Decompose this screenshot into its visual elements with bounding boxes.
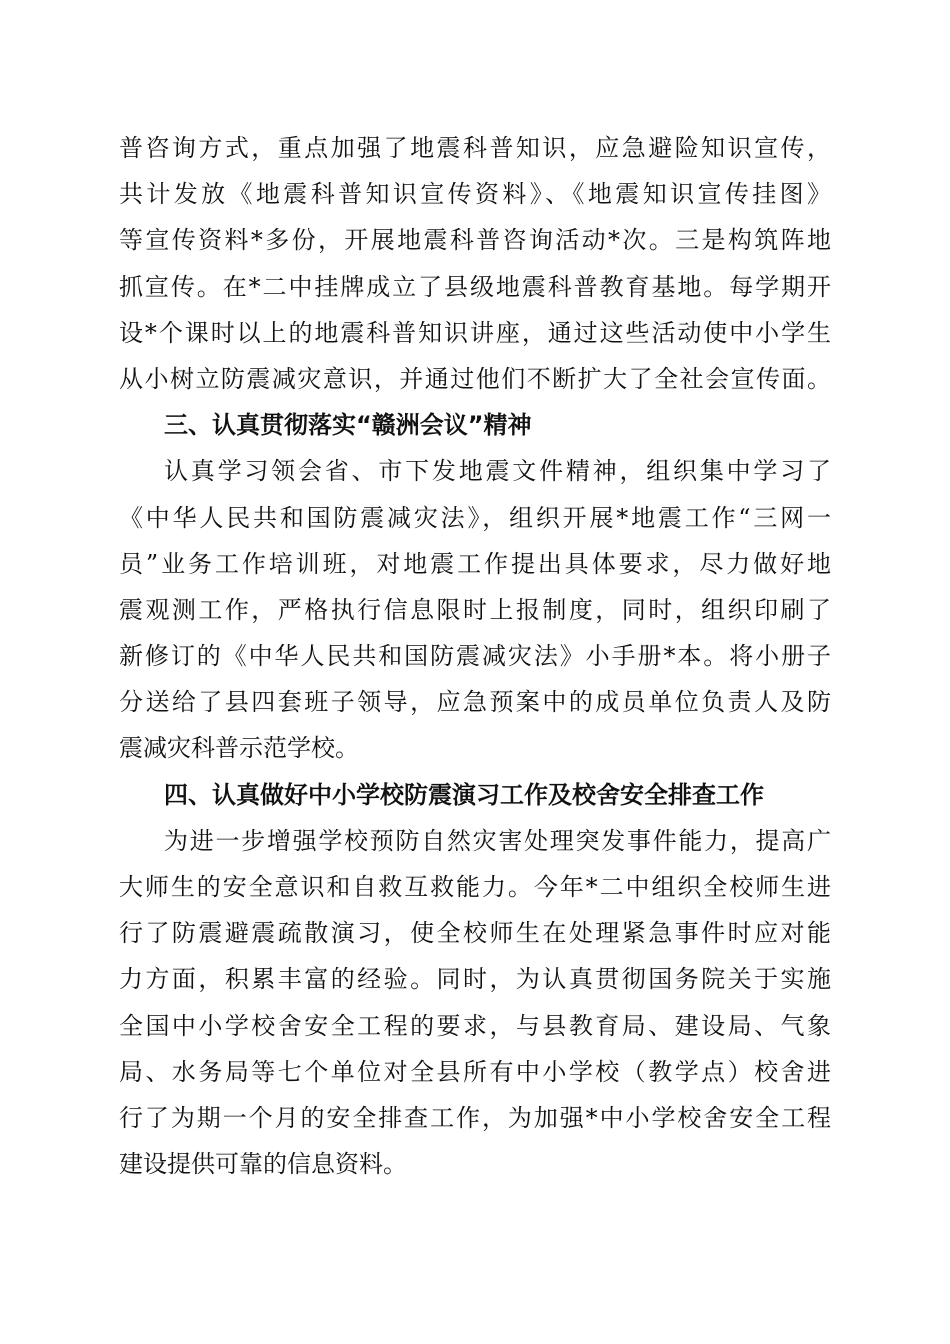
text-line: 抓宣传。在*二中挂牌成立了县级地震科普教育基地。每学期开 <box>119 272 831 301</box>
text-line: 认真学习领会省、市下发地震文件精神，组织集中学习了 <box>164 457 831 486</box>
document-body <box>119 125 831 1187</box>
text-line: 行了防震避震疏散演习，使全校师生在处理紧急事件时应对能 <box>119 919 831 948</box>
text-line: 共计发放《地震科普知识宣传资料》、《地震知识宣传挂图》 <box>119 180 831 209</box>
text-line: 震观测工作，严格执行信息限时上报制度，同时，组织印刷了 <box>119 595 831 624</box>
text-line: 为进一步增强学校预防自然灾害处理突发事件能力，提高广 <box>164 826 831 855</box>
text-line: 新修订的《中华人民共和国防震减灾法》小手册*本。将小册子 <box>119 642 831 671</box>
text-line: 震减灾科普示范学校。 <box>119 734 359 763</box>
paragraph-school-drills <box>119 818 831 1188</box>
text-line: 普咨询方式，重点加强了地震科普知识，应急避险知识宣传， <box>119 134 831 162</box>
text-line: 行了为期一个月的安全排查工作，为加强*中小学校舍安全工程 <box>119 1103 831 1132</box>
text-line: 从小树立防震减灾意识，并通过他们不断扩大了全社会宣传面。 <box>119 364 831 393</box>
section-heading-4: 四、认真做好中小学校防震演习工作及校舍安全排查工作 <box>164 780 764 809</box>
paragraph-publicity <box>119 125 831 402</box>
text-line: 等宣传资料*多份，开展地震科普咨询活动*次。三是构筑阵地 <box>119 226 831 255</box>
text-line: 局、水务局等七个单位对全县所有中小学校（教学点）校舍进 <box>119 1057 831 1086</box>
text-line: 《中华人民共和国防震减灾法》，组织开展*地震工作“三网一 <box>119 503 831 532</box>
text-line: 分送给了县四套班子领导，应急预案中的成员单位负责人及防 <box>119 688 831 717</box>
text-line: 力方面，积累丰富的经验。同时，为认真贯彻国务院关于实施 <box>119 965 831 994</box>
text-line: 设*个课时以上的地震科普知识讲座，通过这些活动使中小学生 <box>119 318 831 347</box>
text-line: 建设提供可靠的信息资料。 <box>119 1150 407 1179</box>
paragraph-ganzhou-meeting <box>119 448 831 771</box>
text-line: 员”业务工作培训班，对地震工作提出具体要求，尽力做好地 <box>119 549 831 578</box>
text-line: 大师生的安全意识和自救互救能力。今年*二中组织全校师生进 <box>119 873 831 901</box>
text-line: 全国中小学校舍安全工程的要求，与县教育局、建设局、气象 <box>119 1011 831 1040</box>
section-heading-3: 三、认真贯彻落实“赣洲会议”精神 <box>164 411 532 440</box>
